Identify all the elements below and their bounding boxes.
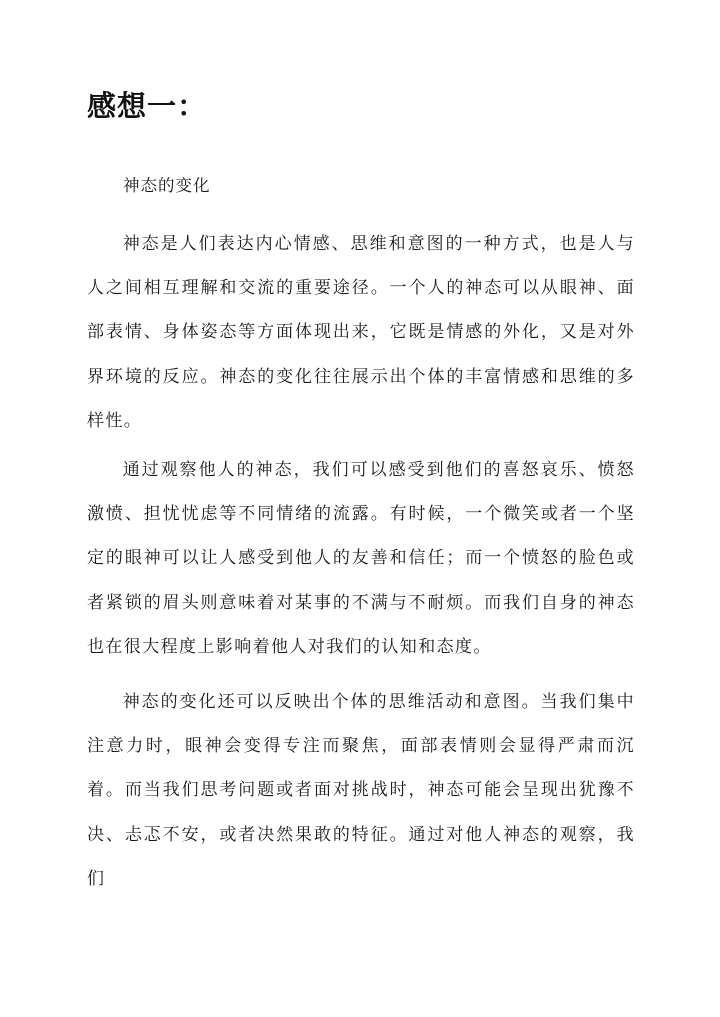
paragraph-2: 通过观察他人的神态，我们可以感受到他们的喜怒哀乐、愤怒激愤、担忧忧虑等不同情绪的流露。有时候，一个微笑或者一个坚定的眼神可以让人感受到他人的友善和信任；而一个愤怒的脸色或者紧锁的眉头则意味着对某事的不满与不耐烦。而我们自身的神态也在很大程度上影响着他人对我们的认知和态度。 bbox=[87, 460, 635, 657]
paragraph-1: 神态是人们表达内心情感、思维和意图的一种方式，也是人与人之间相互理解和交流的重要途径。一个人的神态可以从眼神、面部表情、身体姿态等方面体现出来，它既是情感的外化，又是对外界环境的反应。神态的变化往往展示出个体的丰富情感和思维的多样性。 bbox=[87, 234, 635, 431]
document-title: 感想一： bbox=[87, 89, 208, 123]
paragraph-3: 神态的变化还可以反映出个体的思维活动和意图。当我们集中注意力时，眼神会变得专注而聚焦，面部表情则会显得严肃而沉着。而当我们思考问题或者面对挑战时，神态可能会呈现出犹豫不决、忐忑不安，或者决然果敢的特征。通过对他人神态的观察，我们 bbox=[87, 692, 635, 889]
section-subtitle: 神态的变化 bbox=[123, 176, 211, 195]
